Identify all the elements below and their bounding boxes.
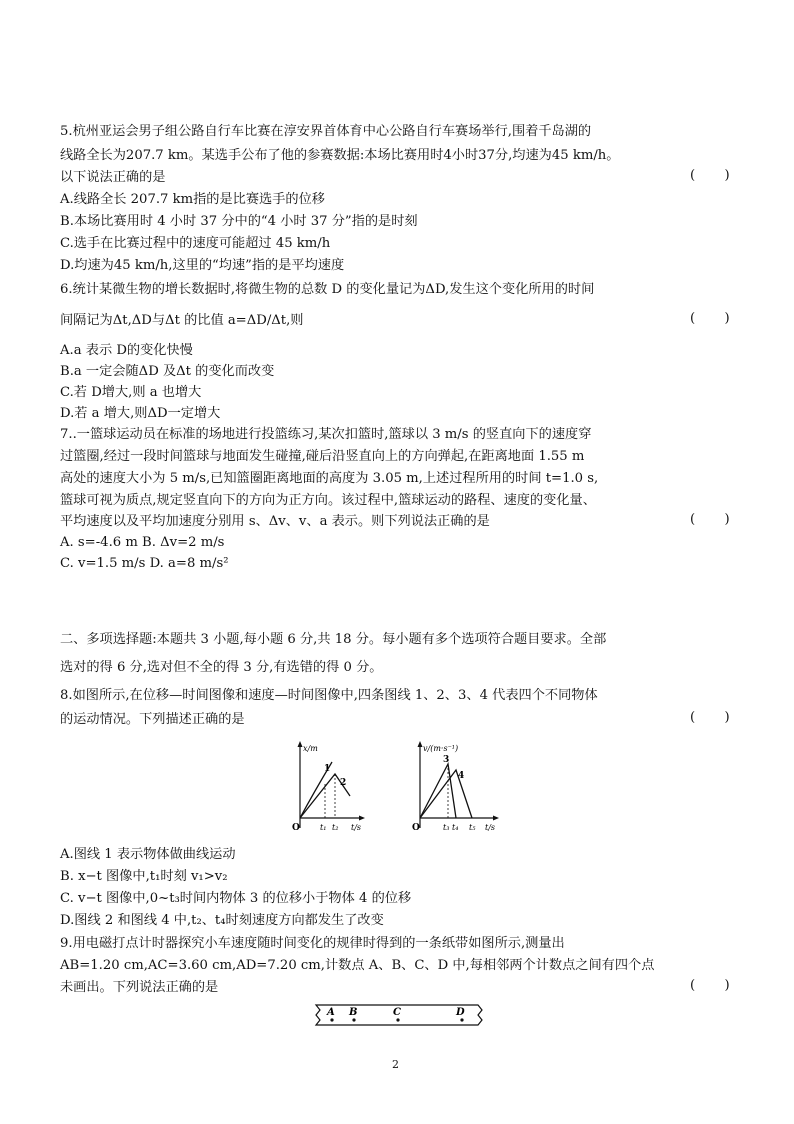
q6-stem-line-2: 间隔记为Δt,ΔD与Δt 的比值 a=ΔD/Δt,则 xyxy=(60,313,304,328)
q5-stem-line-1: 5.杭州亚运会男子组公路自行车比赛在淳安界首体育中心公路自行车赛场举行,围着千岛湖的 xyxy=(60,124,592,139)
xt-x-label: t/s xyxy=(351,823,362,832)
xt-t1-label: t₁ xyxy=(320,823,327,832)
q8-option-b: B. x−t 图像中,t₁时刻 v₁>v₂ xyxy=(60,869,228,884)
q8-answer-blank: ( ) xyxy=(690,710,730,725)
xt-line-1-label: 1 xyxy=(324,764,331,774)
xt-x-arrow xyxy=(359,816,365,821)
q6-option-b: B.a 一定会随ΔD 及Δt 的变化而改变 xyxy=(60,364,275,379)
q7-answer-blank: ( ) xyxy=(690,512,730,527)
xt-t2-label: t₂ xyxy=(332,823,339,832)
vt-y-arrow xyxy=(418,741,423,747)
page-number: 2 xyxy=(392,1058,399,1071)
tape-dot-d xyxy=(460,1018,463,1021)
q6-option-c: C.若 D增大,则 a 也增大 xyxy=(60,385,202,400)
tape-dot-c xyxy=(396,1018,399,1021)
q7-stem-line-4: 篮球可视为质点,规定竖直向下的方向为正方向。该过程中,篮球运动的路程、速度的变化量、 xyxy=(60,493,596,508)
paper-tape xyxy=(310,1000,490,1030)
q5-option-b: B.本场比赛用时 4 小时 37 分中的“4 小时 37 分”指的是时刻 xyxy=(60,214,418,229)
q7-options-cd: C. v=1.5 m/s D. a=8 m/s² xyxy=(60,556,229,571)
tape-label-c: C xyxy=(393,1007,401,1018)
q5-option-a: A.线路全长 207.7 km指的是比赛选手的位移 xyxy=(60,192,325,207)
q5-stem-line-2: 线路全长为207.7 km。某选手公布了他的参赛数据:本场比赛用时4小时37分,均速为45 km/h。 xyxy=(60,148,620,163)
q7-options-ab: A. s=-4.6 m B. Δv=2 m/s xyxy=(60,535,225,550)
q6-answer-blank: ( ) xyxy=(690,311,730,326)
q5-stem-line-3: 以下说法正确的是 xyxy=(60,170,166,185)
vt-line-4-label: 4 xyxy=(458,771,465,781)
xt-y-arrow xyxy=(298,741,303,747)
q6-option-a: A.a 表示 D的变化快慢 xyxy=(60,343,193,358)
q8-option-d: D.图线 2 和图线 4 中,t₂、t₄时刻速度方向都发生了改变 xyxy=(60,913,384,928)
tape-label-a: A xyxy=(327,1007,335,1018)
section-2-heading-line-1: 二、多项选择题:本题共 3 小题,每小题 6 分,共 18 分。每小题有多个选项符合题目要求。全部 xyxy=(60,632,607,647)
q8-stem-line-2: 的运动情况。下列描述正确的是 xyxy=(60,712,245,727)
vt-x-arrow xyxy=(493,816,499,821)
q6-stem-line-1: 6.统计某微生物的增长数据时,将微生物的总数 D 的变化量记为ΔD,发生这个变化所用的时间 xyxy=(60,282,595,297)
tape-label-d: D xyxy=(456,1007,465,1018)
tape-label-b: B xyxy=(349,1007,358,1018)
q9-answer-blank: ( ) xyxy=(690,978,730,993)
q9-stem-line-1: 9.用电磁打点计时器探究小车速度随时间变化的规律时得到的一条纸带如图所示,测量出 xyxy=(60,936,565,951)
q5-option-d: D.均速为45 km/h,这里的“均速”指的是平均速度 xyxy=(60,258,345,273)
q7-stem-line-1: 7..一篮球运动员在标准的场地进行投篮练习,某次扣篮时,篮球以 3 m/s 的竖直向下的速度穿 xyxy=(60,427,592,442)
q6-option-d: D.若 a 增大,则ΔD一定增大 xyxy=(60,406,221,421)
vt-y-label: v/(m·s⁻¹) xyxy=(423,744,459,753)
xt-graph xyxy=(288,738,368,838)
q7-stem-line-2: 过篮圈,经过一段时间篮球与地面发生碰撞,碰后沿竖直向上的方向弹起,在距离地面 1.55 m xyxy=(60,449,585,464)
q5-option-c: C.选手在比赛过程中的速度可能超过 45 km/h xyxy=(60,236,331,251)
vt-graph xyxy=(408,738,503,838)
q8-stem-line-1: 8.如图所示,在位移—时间图像和速度—时间图像中,四条图线 1、2、3、4 代表四个不同物体 xyxy=(60,688,598,703)
q8-option-a: A.图线 1 表示物体做曲线运动 xyxy=(60,847,236,862)
vt-t4-label: t₄ xyxy=(452,823,459,832)
vt-line-3-label: 3 xyxy=(443,755,450,765)
xt-line-2-label: 2 xyxy=(340,778,347,788)
q9-stem-line-3: 未画出。下列说法正确的是 xyxy=(60,980,219,995)
tape-dot-b xyxy=(352,1018,355,1021)
vt-x-label: t/s xyxy=(485,823,496,832)
xt-origin: O xyxy=(292,823,300,833)
q7-stem-line-5: 平均速度以及平均加速度分别用 s、Δv、v、a 表示。则下列说法正确的是 xyxy=(60,514,490,529)
xt-y-label: x/m xyxy=(303,744,318,753)
q7-stem-line-3: 高处的速度大小为 5 m/s,已知篮圈距离地面的高度为 3.05 m,上述过程所用的时间 t=1.0 s, xyxy=(60,471,599,486)
q9-stem-line-2: AB=1.20 cm,AC=3.60 cm,AD=7.20 cm,计数点 A、B、C、D 中,每相邻两个计数点之间有四个点 xyxy=(60,958,655,973)
section-2-heading-line-2: 选对的得 6 分,选对但不全的得 3 分,有选错的得 0 分。 xyxy=(60,660,383,675)
vt-t3-label: t₃ xyxy=(443,823,450,832)
vt-t5-label: t₅ xyxy=(469,823,476,832)
vt-origin: O xyxy=(412,823,420,833)
tape-dot-a xyxy=(330,1018,333,1021)
q5-answer-blank: ( ) xyxy=(690,168,730,183)
q8-option-c: C. v−t 图像中,0~t₃时间内物体 3 的位移小于物体 4 的位移 xyxy=(60,891,412,906)
